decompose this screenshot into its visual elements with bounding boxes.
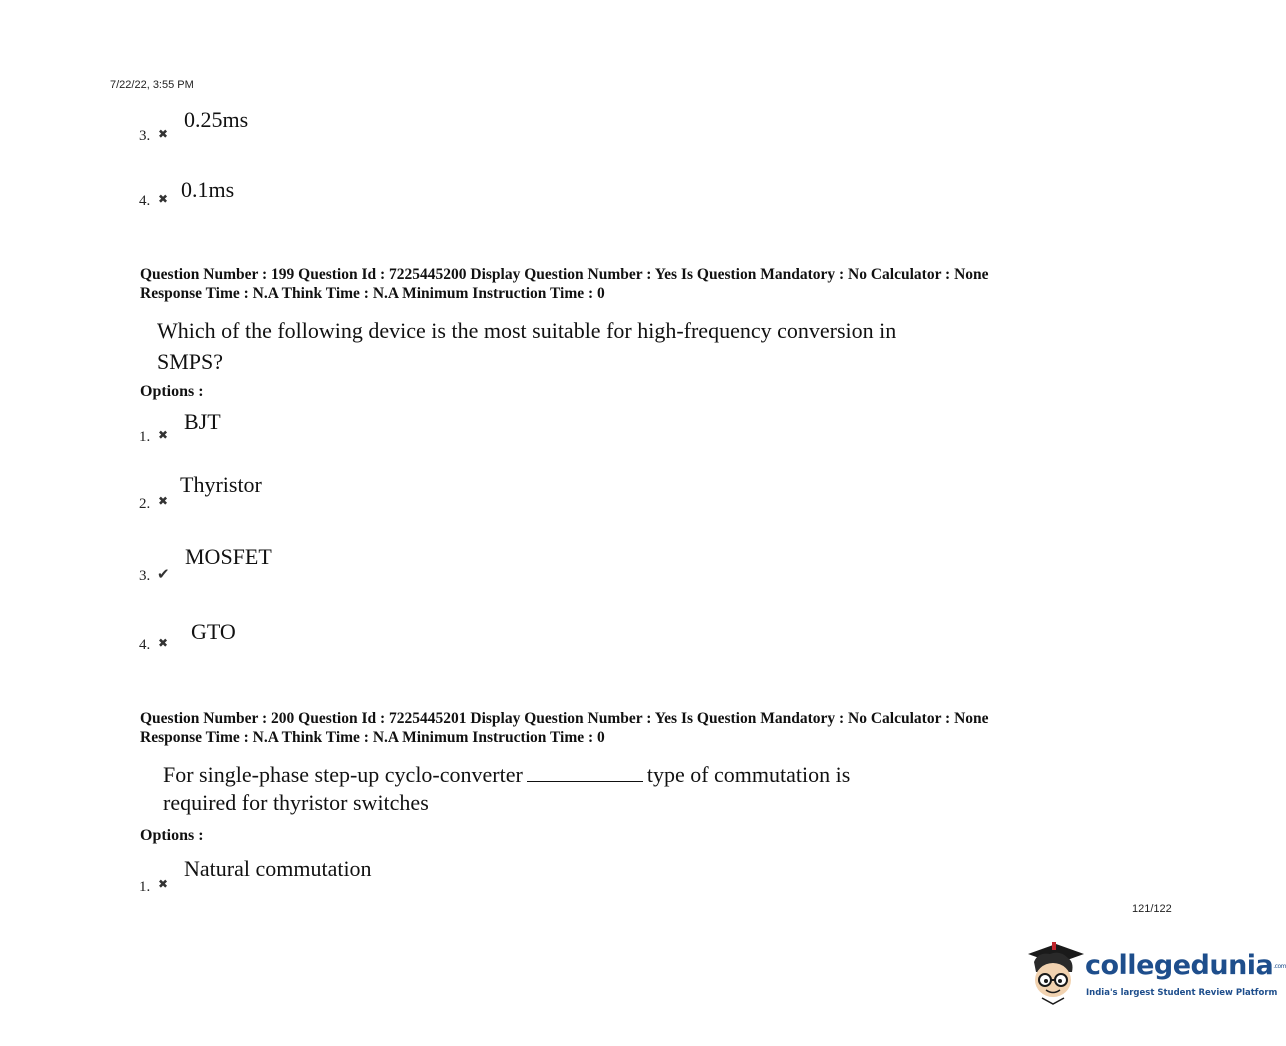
option-text: GTO [191, 619, 236, 644]
options-heading: Options : [140, 383, 204, 400]
question-text-part: For single-phase step-up cyclo-converter [163, 762, 523, 787]
brand-suffix: .com [1273, 963, 1286, 970]
option-number: 4. [139, 637, 151, 653]
question-text-part: type of commutation is [646, 762, 851, 787]
question-text [163, 760, 850, 790]
mascot-logo-icon [1024, 938, 1086, 1010]
wrong-mark-icon: ✖ [158, 877, 169, 891]
question-text: required for thyristor switches [163, 790, 429, 815]
brand-logo-text [1085, 950, 1286, 981]
option-number: 4. [139, 193, 151, 209]
option-text: Natural commutation [184, 856, 372, 881]
wrong-mark-icon: ✖ [158, 192, 169, 206]
option-number: 1. [139, 879, 151, 895]
question-meta-line: Question Number : 200 Question Id : 7225445201 Display Question Number : Yes Is Question Mandatory : No Calculator : None [140, 710, 989, 727]
wrong-mark-icon: ✖ [158, 127, 169, 141]
brand-name: collegedunia [1085, 950, 1274, 981]
option-number: 2. [139, 496, 151, 512]
question-text: Which of the following device is the most suitable for high-frequency conversion in [157, 318, 897, 343]
wrong-mark-icon: ✖ [158, 494, 169, 508]
question-meta-line: Response Time : N.A Think Time : N.A Minimum Instruction Time : 0 [140, 729, 605, 746]
option-number: 3. [139, 568, 151, 584]
option-text: Thyristor [180, 472, 262, 497]
option-text: 0.1ms [181, 177, 235, 202]
option-number: 1. [139, 429, 151, 445]
page-number: 121/122 [1132, 903, 1172, 915]
options-heading: Options : [140, 827, 204, 844]
wrong-mark-icon: ✖ [158, 636, 169, 650]
option-text: 0.25ms [184, 107, 249, 132]
question-meta-line: Question Number : 199 Question Id : 7225445200 Display Question Number : Yes Is Question Mandatory : No Calculator : None [140, 266, 989, 283]
correct-check-icon: ✔ [157, 565, 170, 583]
option-text: MOSFET [185, 544, 272, 569]
print-timestamp: 7/22/22, 3:55 PM [110, 79, 194, 91]
wrong-mark-icon: ✖ [158, 428, 169, 442]
question-text: SMPS? [157, 349, 224, 374]
option-number: 3. [139, 128, 151, 144]
brand-tagline: India's largest Student Review Platform [1086, 988, 1278, 998]
question-meta-line: Response Time : N.A Think Time : N.A Minimum Instruction Time : 0 [140, 285, 605, 302]
fill-in-blank [527, 763, 643, 782]
option-text: BJT [184, 409, 221, 434]
